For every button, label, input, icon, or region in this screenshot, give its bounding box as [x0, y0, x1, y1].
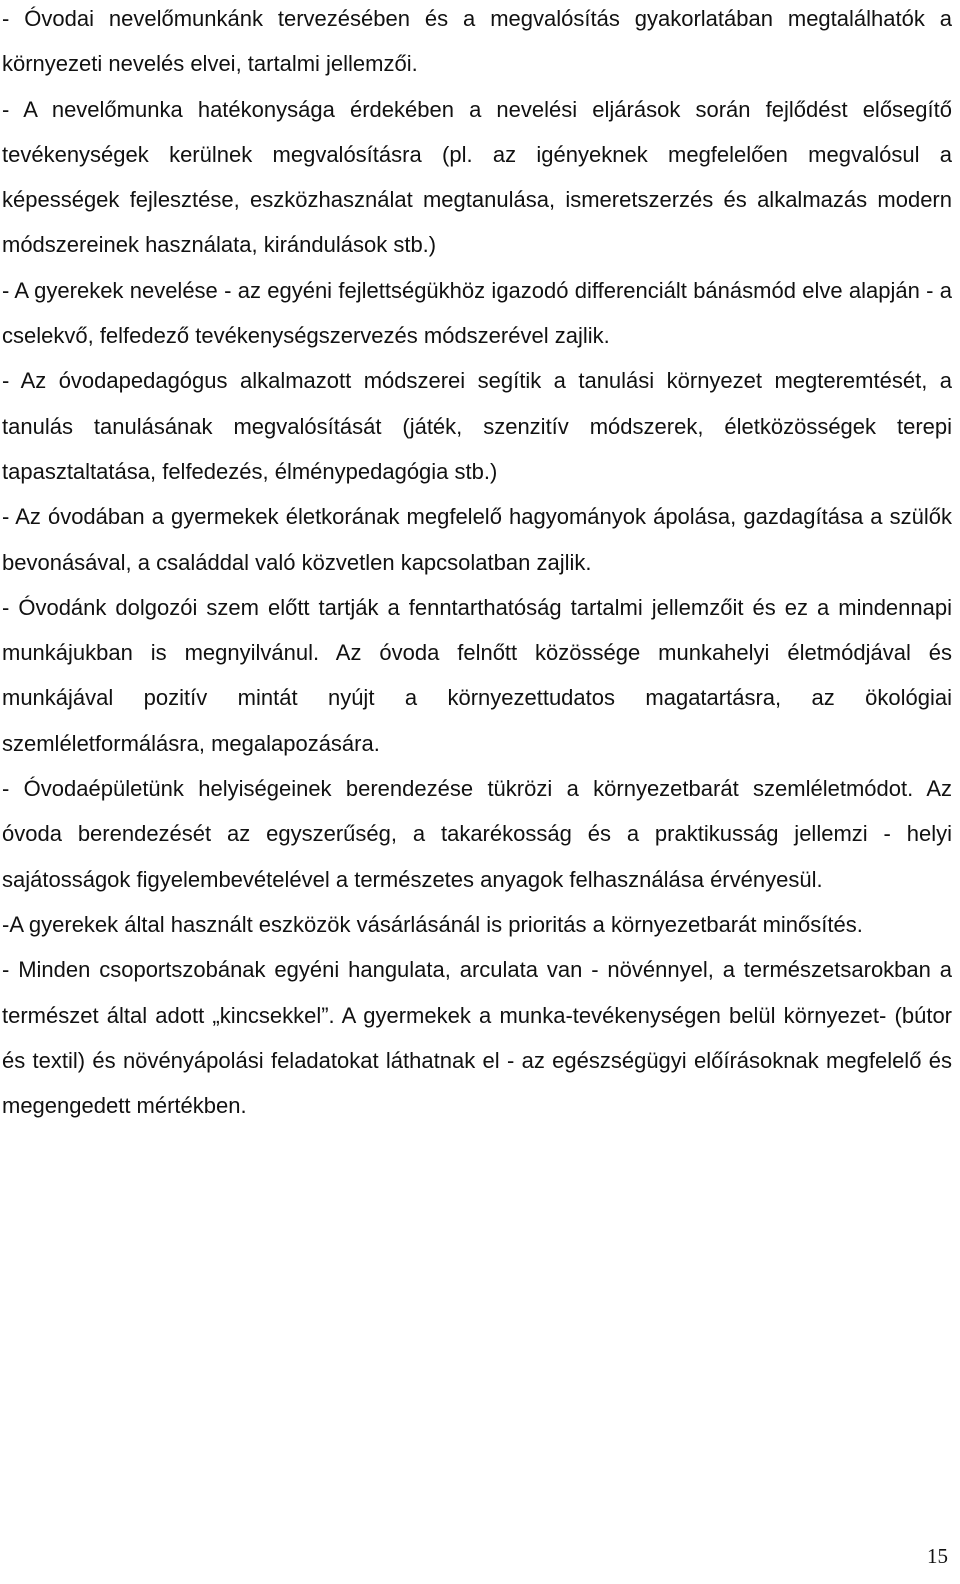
paragraph-environmental-principles: - Óvodai nevelőmunkánk tervezésében és a megvalósítás gyakorlatában megtalálhatók a környezeti nevelés elvei, tartalmi jellemzői.	[2, 6, 952, 77]
paragraph-educational-methods: - A nevelőmunka hatékonysága érdekében a nevelési eljárások során fejlődést elősegítő tevékenységek kerülnek megvalósításra (pl. az igényeknek megfelelően megvalósul a képességek fejlesztése, eszközhasználat megtanulása, ismeretszerzés és alkalmazás modern módszereinek használata, kirándulások stb.)	[2, 96, 952, 258]
body-text	[2, 0, 952, 1128]
paragraph-staff-sustainability: - Óvodánk dolgozói szem előtt tartják a fenntarthatóság tartalmi jellemzőit és ez a mindennapi munkájukban is megnyilvánul. Az óvoda felnőtt közössége munkahelyi életmódjával és munkájával pozitív mintát nyújt a környezettudatos magatartásra, az ökológiai szemléletformálásra, megalapozására.	[2, 594, 952, 756]
paragraph-purchasing-priority: -A gyerekek által használt eszközök vásárlásánál is prioritás a környezetbarát minősítés.	[2, 911, 863, 937]
page-number: 15	[927, 1544, 948, 1568]
paragraph-teacher-methods: - Az óvodapedagógus alkalmazott módszerei segítik a tanulási környezet megteremtését, a tanulás tanulásának megvalósítását (játék, szenzitív módszerek, életközösségek terepi tapasztaltatása, felfedezés, élménypedagógia stb.)	[2, 368, 952, 484]
paragraph-differentiated-approach: - A gyerekek nevelése - az egyéni fejlettségükhöz igazodó differenciált bánásmód elve alapján - a cselekvő, felfedező tevékenységszervezés módszerével zajlik.	[2, 277, 952, 349]
paragraph-group-rooms: - Minden csoportszobának egyéni hangulata, arculata van - növénnyel, a természetsarokban a természet által adott „kincsekkel”. A gyermekek a munka-tevékenységen belül környezet- (bútor és textil) és növényápolási feladatokat láthatnak el - az egészségügyi előírásoknak megfelelő és megengedett mértékben.	[2, 957, 952, 1119]
paragraph-building-furnishing: - Óvodaépületünk helyiségeinek berendezése tükrözi a környezetbarát szemléletmódot. Az óvoda berendezését az egyszerűség, a takarékosság és a praktikusság jellemzi - helyi sajátosságok figyelembevételével a természetes anyagok felhasználása érvényesül.	[2, 776, 952, 892]
paragraph-traditions: - Az óvodában a gyermekek életkorának megfelelő hagyományok ápolása, gazdagítása a szülők bevonásával, a családdal való közvetlen kapcsolatban zajlik.	[2, 504, 952, 575]
